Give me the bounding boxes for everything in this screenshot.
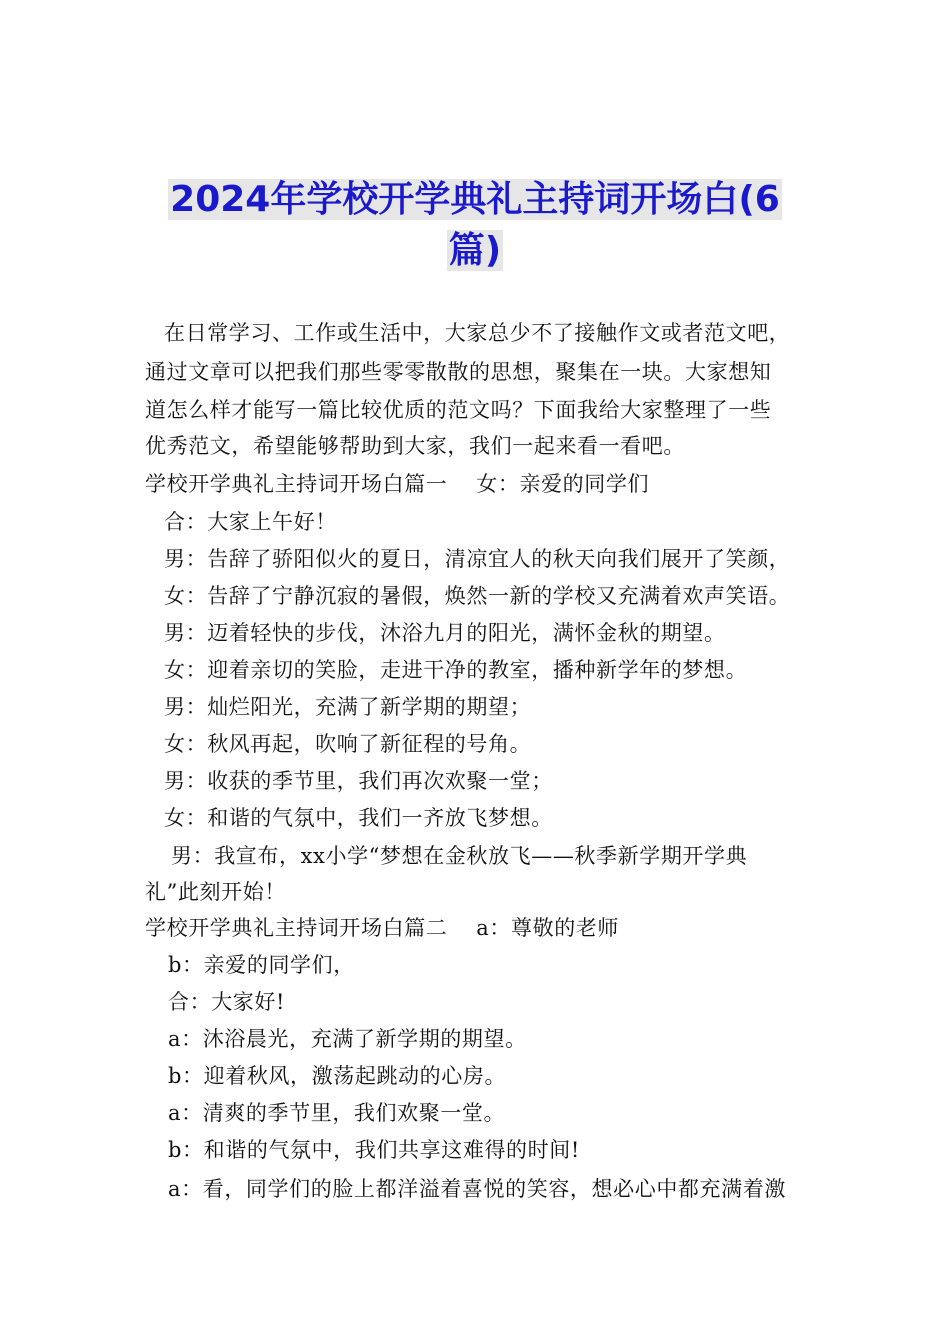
dialogue-line: b：迎着秋风，激荡起跳动的心房。 (168, 1064, 507, 1088)
dialogue-line: 男：迈着轻快的步伐，沐浴九月的阳光，满怀金秋的期望。 (164, 621, 726, 645)
dialogue-line: 男：灿烂阳光，充满了新学期的期望； (164, 695, 532, 719)
dialogue-line: 女：迎着亲切的笑脸，走进干净的教室，播种新学年的梦想。 (164, 658, 748, 682)
intro-paragraph-line: 道怎么样才能写一篇比较优质的范文吗？下面我给大家整理了一些 (145, 398, 772, 422)
dialogue-line: b：亲爱的同学们， (168, 953, 355, 977)
closing-line: 男：我宣布，xx小学“梦想在金秋放飞——秋季新学期开学典 (171, 844, 748, 868)
document-title-line-2 (0, 226, 950, 276)
closing-line: 礼”此刻开始！ (145, 880, 286, 904)
dialogue-line: 合：大家上午好！ (164, 510, 337, 534)
title-text-2: 篇) (448, 230, 502, 271)
dialogue-line: 男：收获的季节里，我们再次欢聚一堂； (164, 769, 553, 793)
dialogue-line: a：看，同学们的脸上都洋溢着喜悦的笑容，想必心中都充满着激 (168, 1177, 786, 1201)
intro-paragraph-line: 优秀范文，希望能够帮助到大家，我们一起来看一看吧。 (145, 434, 685, 458)
section-1-heading: 学校开学典礼主持词开场白篇一 女：亲爱的同学们 (145, 472, 650, 496)
dialogue-line: 合：大家好! (168, 990, 286, 1014)
dialogue-line: a：清爽的季节里，我们欢聚一堂。 (168, 1101, 506, 1125)
document-title-line-1 (0, 175, 950, 225)
dialogue-line: b：和谐的气氛中，我们共享这难得的时间! (168, 1138, 580, 1162)
intro-paragraph-line: 通过文章可以把我们那些零零散散的思想，聚集在一块。大家想知 (145, 360, 772, 384)
intro-paragraph-line: 在日常学习、工作或生活中，大家总少不了接触作文或者范文吧， (164, 321, 791, 345)
dialogue-line: a：沐浴晨光，充满了新学期的期望。 (168, 1027, 527, 1051)
title-text-1: 2024年学校开学典礼主持词开场白(6 (170, 179, 780, 220)
dialogue-line: 女：秋风再起，吹响了新征程的号角。 (164, 732, 532, 756)
dialogue-line: 男：告辞了骄阳似火的夏日，清凉宜人的秋天向我们展开了笑颜， (164, 547, 791, 571)
section-2-heading: 学校开学典礼主持词开场白篇二 a：尊敬的老师 (145, 916, 619, 940)
dialogue-line: 女：告辞了宁静沉寂的暑假，焕然一新的学校又充满着欢声笑语。 (164, 584, 791, 608)
dialogue-line: 女：和谐的气氛中，我们一齐放飞梦想。 (164, 806, 553, 830)
